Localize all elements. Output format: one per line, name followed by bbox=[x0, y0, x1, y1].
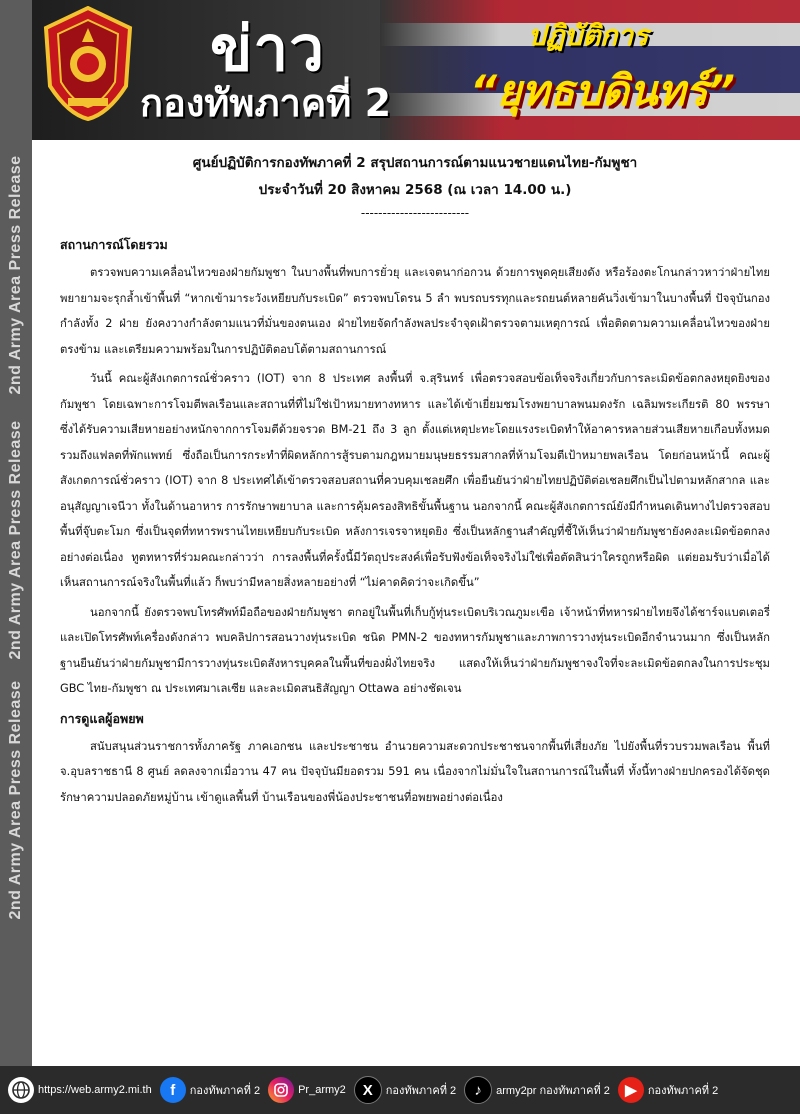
footer-facebook[interactable] bbox=[160, 1077, 260, 1103]
army-emblem-icon bbox=[38, 6, 138, 121]
facebook-icon: f bbox=[160, 1077, 186, 1103]
instagram-icon bbox=[268, 1077, 294, 1103]
header-banner bbox=[0, 0, 800, 140]
section-title-evacuees: การดูแลผู้อพยพ bbox=[60, 710, 144, 726]
footer-x-text: กองทัพภาคที่ 2 bbox=[385, 1085, 457, 1097]
footer-facebook-text: กองทัพภาคที่ 2 bbox=[189, 1085, 261, 1097]
footer-youtube-text: กองทัพภาคที่ 2 bbox=[647, 1085, 719, 1097]
paragraph-1: ตรวจพบความเคลื่อนไหวของฝ่ายกัมพูชา ในบางพื้นที่พบการยั่วยุ และเจตนาก่อกวน ด้วยการพูดคุยเสียงดัง หรือร้องตะโกนกล่าวหาว่าฝ่ายไทยพยายามจะรุกล้ำเข้าพื้นที่ “หากเข้ามาระวังเหยียบกับระเบิด” ตรวจพบโดรน 5 ลำ พบรถบรรทุกและรถยนต์หลายคันวิ่งเข้ามาในบางพื้นที่ ปัจจุบันกองกำลังทั้ง 2 ฝ่าย ยังคงวางกำลังตามแนวที่มั่นของตนเอง ฝ่ายไทยจัดกำลังพลประจำจุดเฝ้าตรวจตามเหตุการณ์ เพื่อติดตามความเคลื่อนไหวของฝ่ายตรงข้าม และเตรียมความพร้อมในการปฏิบัติตอบโต้ตามสถานการณ์ bbox=[60, 266, 770, 356]
footer-instagram-text: Pr_army2 bbox=[298, 1084, 346, 1096]
paragraph-3: นอกจากนี้ ยังตรวจพบโทรศัพท์มือถือของฝ่ายกัมพูชา ตกอยู่ในพื้นที่เก็บกู้ทุ่นระเบิดบริเวณภูมะเขือ เจ้าหน้าที่ทหารฝ่ายไทยจึงได้ชาร์จแบตเตอรี่ และเปิดโทรศัพท์เครื่องดังกล่าว พบคลิปการสอนวางทุ่นระเบิด ชนิด PMN-2 ของทหารกัมพูชาและภาพการวางทุ่นระเบิดอีกจำนวนมาก ซึ่งเป็นหลักฐานยืนยันว่าฝ่ายกัมพูชามีการวางทุ่นระเบิดสังหารบุคคลในพื้นที่ของฝั่งไทยจริง แสดงให้เห็นว่าฝ่ายกัมพูชาจงใจที่จะละเมิดข้อตกลงในการประชุม GBC ไทย-กัมพูชา ณ ประเทศมาเลเซีย และละเมิดสนธิสัญญา Ottawa อย่างชัดเจน bbox=[60, 605, 770, 695]
footer-bar bbox=[0, 1066, 800, 1114]
banner-subtitle: กองทัพภาคที่ 2 bbox=[140, 81, 392, 125]
paragraph-2: วันนี้ คณะผู้สังเกตการณ์ชั่วคราว (IOT) จาก 8 ประเทศ ลงพื้นที่ จ.สุรินทร์ เพื่อตรวจสอบข้อเท็จจริงเกี่ยวกับการละเมิดข้อตกลงหยุดยิงของกัมพูชา โดยเฉพาะการโจมตีพลเรือนและสถานที่ที่ไม่ใช่เป้าหมายทางทหาร และได้เข้าเยี่ยมชมโรงพยาบาลพนมดงรัก เฉลิมพระเกียรติ 80 พรรษา ซึ่งได้รับความเสียหายอย่างหนักจากการโจมตีด้วยจรวด BM-21 ถึง 3 ลูก ตั้งแต่เหตุปะทะโดยแรงระเบิดทำให้อาคารหลายส่วนเสียหายเกือบทั้งหมด รวมถึงแฟลตที่พักแพทย์ ซึ่งถือเป็นการกระทำที่ผิดหลักการสู้รบตามกฎหมายมนุษยธรรมสากลที่ห้ามโจมตีเป้าหมายพลเรือน โดยก่อนหน้านี้ คณะผู้สังเกตการณ์ชั่วคราว (IOT) จาก 8 ประเทศได้เข้าตรวจสอบสถานที่ควบคุมเชลยศึก เพื่อยืนยันว่าฝ่ายไทยปฏิบัติต่อเชลยศึกเป็นไปตามหลักสากล และอนุสัญญาเจนีวา ทั้งในด้านอาหาร การรักษาพยาบาล และการคุ้มครองสิทธิขั้นพื้นฐาน นอกจากนี้ คณะผู้สังเกตการณ์ยังมีกำหนดเดินทางไปตรวจสอบพื้นที่จุ๊บตะโมก ซึ่งเป็นจุดที่ทหารพรานไทยเหยียบกับระเบิด หลังการเจรจาหยุดยิง ซึ่งเป็นหลักฐานสำคัญที่ชี้ให้เห็นว่าฝ่ายกัมพูชายังคงละเมิดข้อตกลงอย่างต่อเนื่อง ทูตทหารที่ร่วมคณะกล่าวว่า การลงพื้นที่ครั้งนี้มีวัตถุประสงค์เพื่อรับฟังข้อเท็จจริงไม่ใช่เพื่อตัดสินว่าใครถูกหรือผิด แต่ยอมรับว่าเมื่อได้เห็นสถานการณ์จริงในพื้นที่แล้ว ก็พบว่ามีหลายสิ่งหลายอย่างที่ “ไม่คาดคิดว่าจะเกิดขึ้น” bbox=[60, 372, 770, 589]
footer-website-text: https://web.army2.mi.th bbox=[38, 1084, 152, 1096]
footer-tiktok[interactable] bbox=[464, 1076, 610, 1104]
headline-line-2: ประจำวันที่ 20 สิงหาคม 2568 (ณ เวลา 14.00 น.) bbox=[258, 182, 572, 198]
footer-youtube[interactable] bbox=[618, 1077, 718, 1103]
banner-title: ข่าว bbox=[210, 12, 326, 85]
paragraph-4: สนับสนุนส่วนราชการทั้งภาครัฐ ภาคเอกชน และประชาชน อำนวยความสะดวกประชาชนจากพื้นที่เสี่ยงภัย ไปยังพื้นที่รวบรวมพลเรือน พื้นที่ จ.อุบลราชธานี 8 ศูนย์ ลดลงจากเมื่อวาน 47 คน ปัจจุบันมียอดรวม 591 คน เนื่องจากไม่มั่นใจในสถานการณ์ในพื้นที่ ทั้งนี้ทางฝ่ายปกครองได้จัดชุดรักษาความปลอดภัยหมู่บ้าน เข้าดูแลพื้นที่ บ้านเรือนของพี่น้องประชาชนที่อพยพอย่างต่อเนื่อง bbox=[60, 739, 770, 804]
side-strip: 2nd Army Area Press Release 2nd Army Area Press Release 2nd Army Area Press Release bbox=[0, 0, 32, 1066]
x-icon: X bbox=[354, 1076, 382, 1104]
headline-line-1: ศูนย์ปฏิบัติการกองทัพภาคที่ 2 สรุปสถานการณ์ตามแนวชายแดนไทย-กัมพูชา bbox=[192, 155, 638, 171]
operation-name: “ยุทธบดินทร์” bbox=[470, 66, 735, 115]
operation-label: ปฏิบัติการ bbox=[528, 19, 649, 52]
tiktok-icon: ♪ bbox=[464, 1076, 492, 1104]
footer-x[interactable] bbox=[354, 1076, 456, 1104]
headline-divider: ------------------------- bbox=[360, 206, 470, 220]
section-title-overall: สถานการณ์โดยรวม bbox=[60, 237, 168, 252]
press-release-body bbox=[60, 150, 770, 814]
footer-tiktok-text: army2pr กองทัพภาคที่ 2 bbox=[496, 1085, 610, 1097]
footer-website[interactable] bbox=[8, 1077, 152, 1103]
youtube-icon: ▶ bbox=[618, 1077, 644, 1103]
footer-instagram[interactable] bbox=[268, 1077, 346, 1103]
globe-icon bbox=[8, 1077, 34, 1103]
